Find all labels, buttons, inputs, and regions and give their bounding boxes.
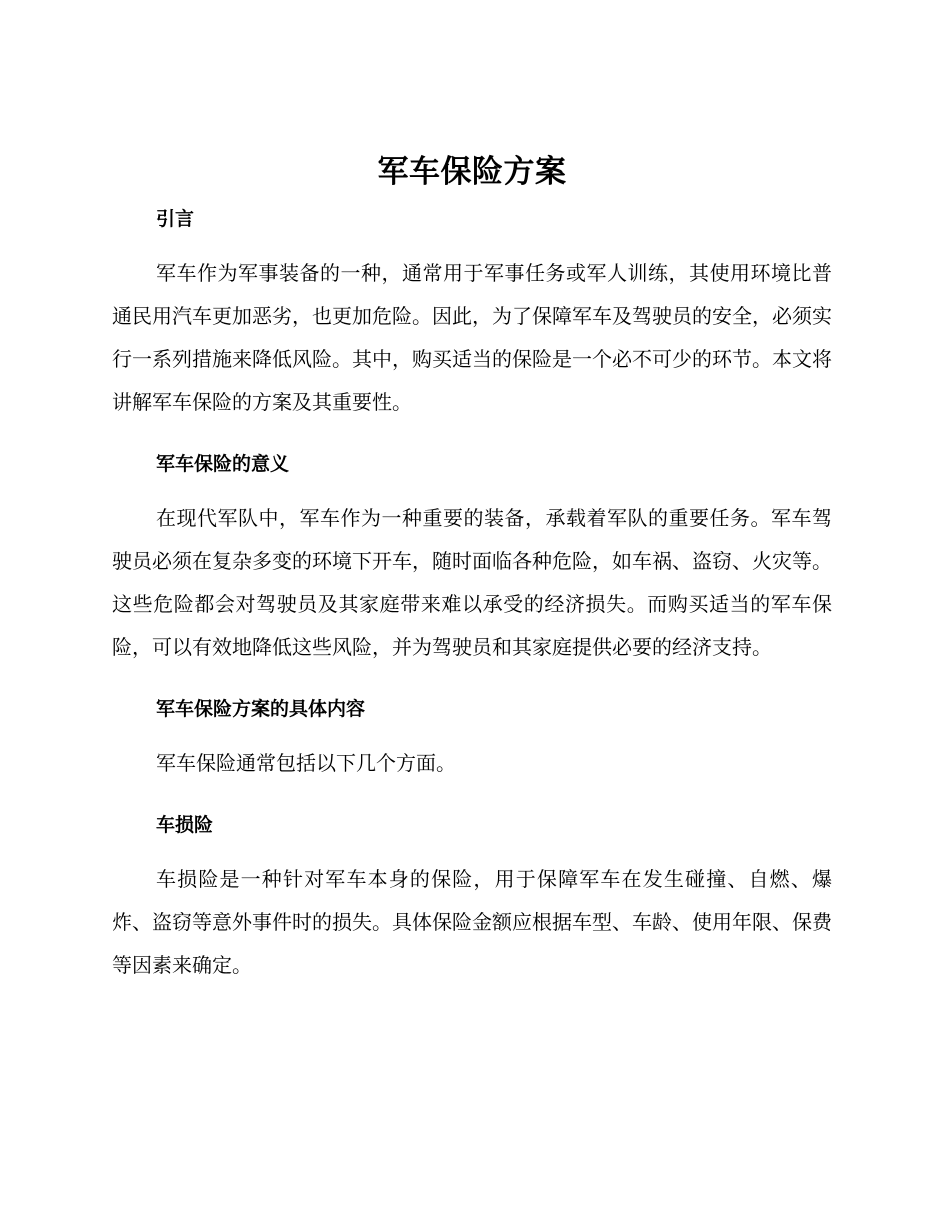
section-paragraph-meaning: 在现代军队中，军车作为一种重要的装备，承载着军队的重要任务。军车驾驶员必须在复杂多变的环境下开车，随时面临各种危险，如车祸、盗窃、火灾等。这些危险都会对驾驶员及其家庭带来难以承受的经济损失。而购买适当的军车保险，可以有效地降低这些风险，并为驾驶员和其家庭提供必要的经济支持。	[112, 506, 832, 659]
section-heading-meaning: 军车保险的意义	[156, 453, 290, 475]
document-title: 军车保险方案	[377, 154, 567, 190]
section-heading-vehicle-damage: 车损险	[156, 814, 214, 836]
section-paragraph-content: 军车保险通常包括以下几个方面。	[156, 751, 456, 775]
section-heading-content: 军车保险方案的具体内容	[156, 698, 366, 720]
section-paragraph-vehicle-damage: 车损险是一种针对军车本身的保险，用于保障军车在发生碰撞、自燃、爆炸、盗窃等意外事件时的损失。具体保险金额应根据车型、车龄、使用年限、保费等因素来确定。	[112, 867, 832, 977]
document-page	[112, 148, 832, 987]
section-paragraph-intro: 军车作为军事装备的一种，通常用于军事任务或军人训练，其使用环境比普通民用汽车更加恶劣，也更加危险。因此，为了保障军车及驾驶员的安全，必须实行一系列措施来降低风险。其中，购买适当的保险是一个必不可少的环节。本文将讲解军车保险的方案及其重要性。	[112, 261, 832, 414]
section-heading-intro: 引言	[156, 208, 195, 230]
